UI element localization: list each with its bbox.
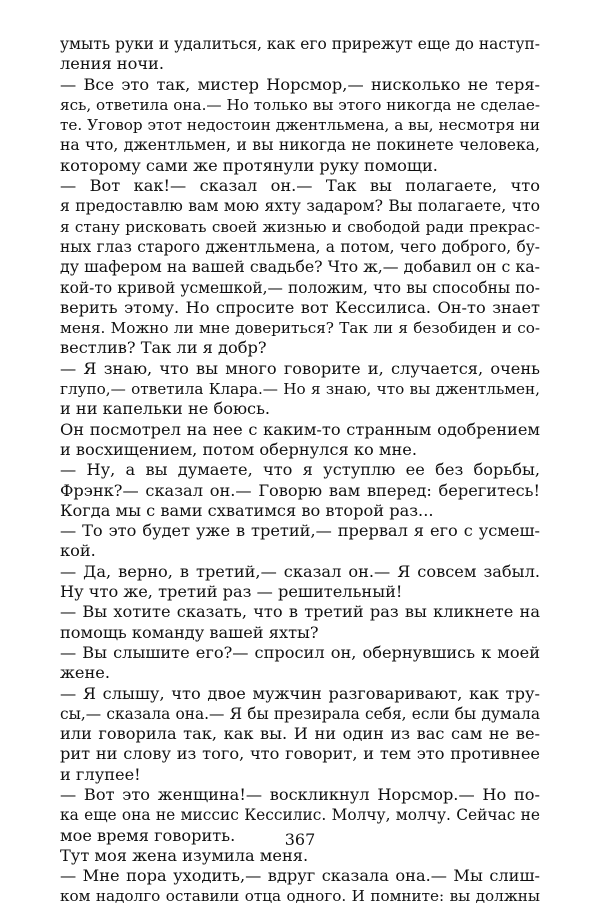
text-line: кой. bbox=[60, 541, 96, 561]
text-line: — Вот как!— сказал он.— Так вы полагаете, что bbox=[60, 176, 540, 196]
text-line: и ни капельки не боюсь. bbox=[60, 399, 271, 419]
body-text bbox=[60, 34, 540, 907]
text-line: умыть руки и удалиться, как его прирежут еще до наступ- bbox=[60, 35, 540, 53]
text-line: рит ни слову из того, что говорит, и тем это противнее bbox=[60, 744, 540, 764]
text-line: и восхищением, потом обернулся ко мне. bbox=[60, 439, 417, 459]
text-line: Фрэнк?— сказал он.— Говорю вам вперед: берегитесь! bbox=[60, 480, 540, 500]
text-line: ду шафером на вашей свадьбе? Что ж,— добавил он с ка- bbox=[60, 257, 540, 277]
text-line: помощь команду вашей яхты? bbox=[60, 622, 319, 642]
text-line: — То это будет уже в третий,— прервал я его с усмеш- bbox=[60, 521, 540, 541]
text-line: — Мне пора уходить,— вдруг сказала она.— Мы слиш- bbox=[60, 866, 540, 886]
text-line: и глупее! bbox=[60, 764, 141, 784]
text-line: — Я знаю, что вы много говорите и, случается, очень bbox=[60, 358, 540, 378]
text-line: на что, джентльмен, и вы никогда не покинете человека, bbox=[60, 136, 540, 155]
text-line: сы,— сказала она.— Я бы презирала себя, если бы думала bbox=[60, 704, 540, 723]
text-line: Ну что же, третий раз — решительный! bbox=[60, 582, 403, 602]
text-line: жене. bbox=[60, 663, 110, 683]
text-line: — Вот это женщина!— воскликнул Норсмор.— Но по- bbox=[60, 784, 540, 804]
text-line: ка еще она не миссис Кессилис. Молчу, молчу. Сейчас не bbox=[60, 806, 540, 825]
text-line: вестлив? Так ли я добр? bbox=[60, 338, 267, 358]
text-line: верить этому. Но спросите вот Кессилиса. Он-то знает bbox=[60, 297, 540, 317]
text-line: которому сами же протянули руку помощи. bbox=[60, 155, 438, 175]
text-line: глупо,— ответила Клара.— Но я знаю, что вы джентльмен, bbox=[60, 380, 540, 399]
text-line: или говорила так, как вы. И ни один из вас сам не ве- bbox=[60, 724, 540, 744]
text-line: Тут моя жена изумила меня. bbox=[60, 845, 309, 865]
page-number: 367 bbox=[284, 830, 316, 849]
text-line: я стану рисковать своей жизнью и свободой ради прекрас- bbox=[60, 217, 540, 236]
text-line: — Ну, а вы думаете, что я уступлю ее без борьбы, bbox=[60, 460, 540, 480]
text-line: Он посмотрел на нее с каким-то странным одобрением bbox=[60, 419, 540, 439]
text-line: мое время говорить. bbox=[60, 825, 236, 845]
text-line: ясь, ответила она.— Но только вы этого никогда не сделае- bbox=[60, 95, 540, 114]
text-line: Когда мы с вами схватимся во второй раз... bbox=[60, 500, 434, 520]
text-line: ления ночи. bbox=[60, 54, 164, 74]
text-line: ком надолго оставили отца одного. И помните: вы должны bbox=[60, 887, 540, 906]
text-line: кой-то кривой усмешкой,— положим, что вы способны по- bbox=[60, 278, 540, 297]
text-line: — Вы хотите сказать, что в третий раз вы кликнете на bbox=[60, 602, 540, 622]
text-line: — Вы слышите его?— спросил он, обернувшись к моей bbox=[60, 642, 540, 662]
text-line: — Я слышу, что двое мужчин разговаривают, как тру- bbox=[60, 683, 540, 703]
text-line: — Все это так, мистер Норсмор,— нисколько не теря- bbox=[60, 74, 540, 94]
text-line: меня. Можно ли мне довериться? Так ли я безобиден и со- bbox=[60, 319, 540, 338]
text-line: я предоставлю вам мою яхту задаром? Вы полагаете, что bbox=[60, 197, 540, 216]
text-line: — Да, верно, в третий,— сказал он.— Я совсем забыл. bbox=[60, 561, 540, 581]
text-line: ных глаз старого джентльмена, а потом, чего доброго, бу- bbox=[60, 237, 540, 256]
text-line: те. Уговор этот недостоин джентльмена, а вы, несмотря ни bbox=[60, 116, 540, 135]
